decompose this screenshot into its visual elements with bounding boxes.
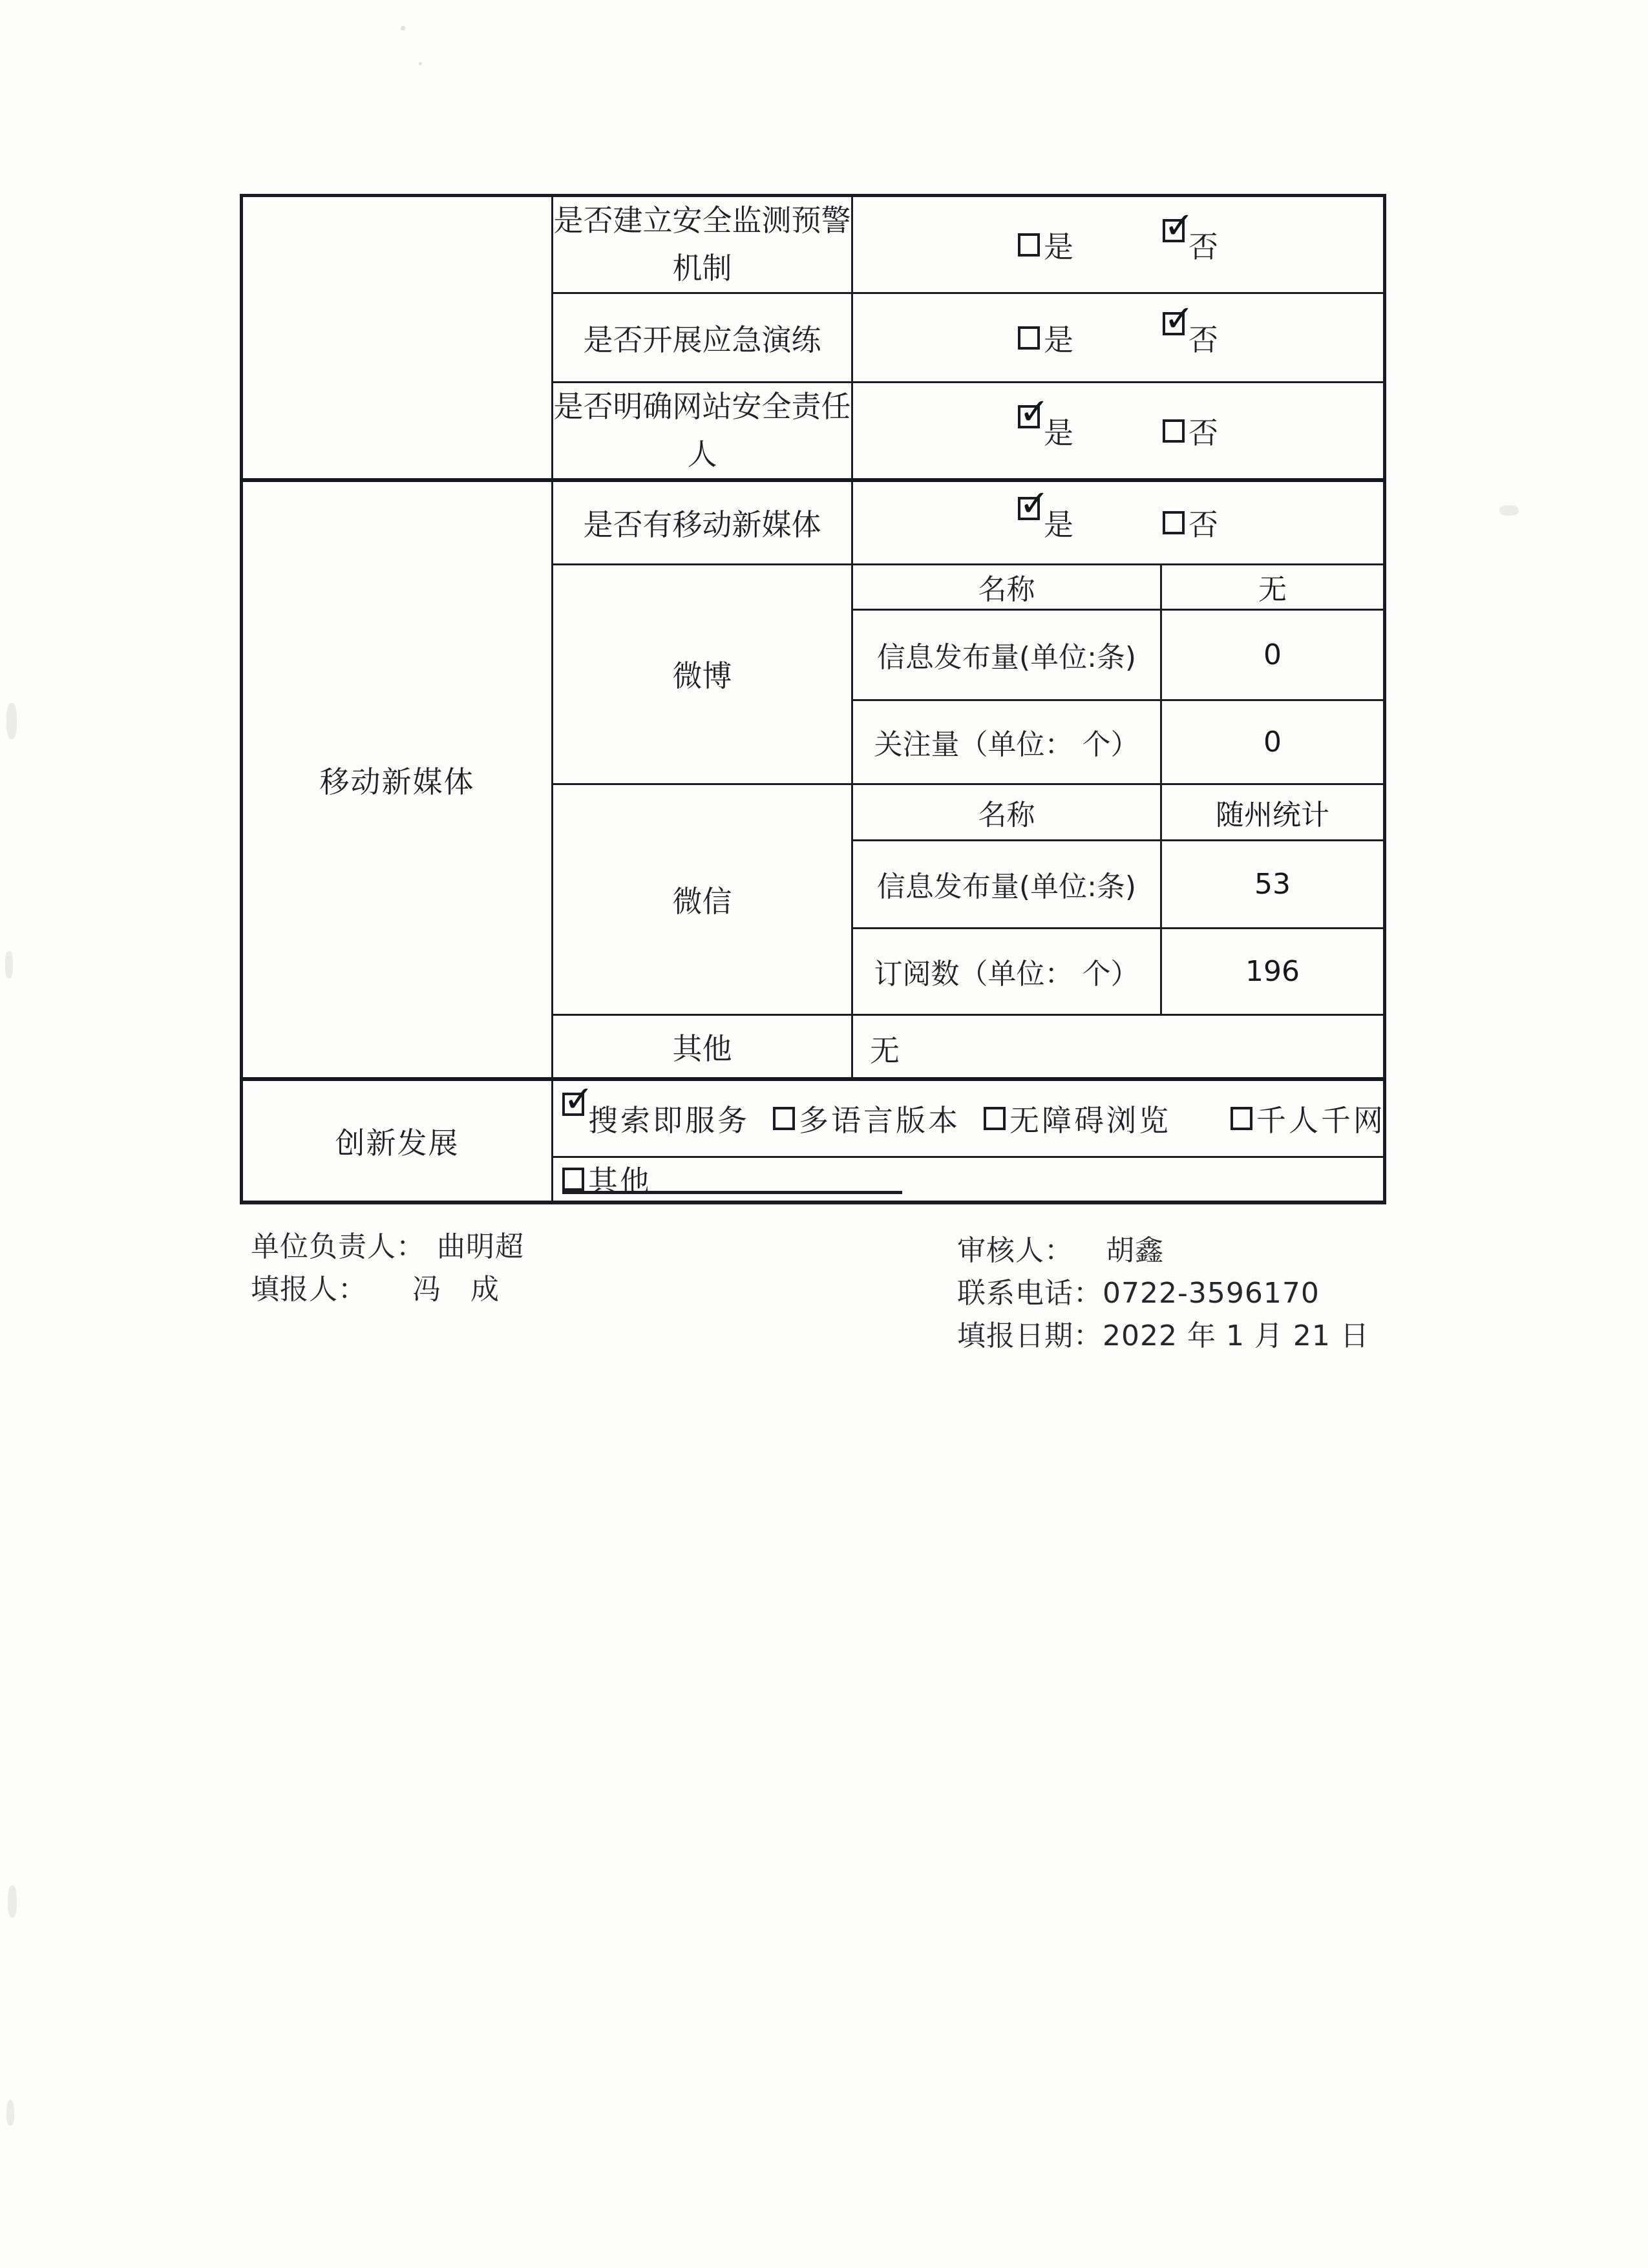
- option-yes: [1018, 224, 1073, 266]
- filler-value: 冯 成: [412, 1273, 500, 1306]
- checkbox-search-as-service-checked[interactable]: [562, 1093, 584, 1116]
- scan-smudge: [5, 951, 13, 978]
- option-personalized-web: [1231, 1097, 1386, 1140]
- innovation-options-cell: [553, 1079, 1385, 1157]
- option-search-as-service: [562, 1097, 750, 1140]
- scan-smudge: [6, 2100, 14, 2126]
- checkbox-multilingual-unchecked[interactable]: [773, 1107, 795, 1130]
- accessibility-label: 无障碍浏览: [1009, 1103, 1171, 1139]
- wechat-name-value: 随州统计: [1161, 784, 1385, 840]
- category-mobile-media: 移动新媒体: [242, 480, 553, 1079]
- option-accessibility: [984, 1097, 1171, 1140]
- scan-speck: [401, 26, 405, 30]
- weibo-posts-label: 信息发布量(单位:条): [852, 609, 1161, 700]
- weibo-label: 微博: [553, 564, 852, 784]
- reviewer-label: 审核人：: [957, 1234, 1073, 1267]
- checkbox-yes-unchecked[interactable]: [1018, 233, 1040, 257]
- question-has-mobile-media: 是否有移动新媒体: [553, 480, 852, 564]
- date-value: 2022 年 1 月 21 日: [1103, 1319, 1369, 1352]
- mobile-other-label: 其他: [553, 1014, 852, 1079]
- no-label: 否: [1188, 229, 1218, 264]
- option-multilingual: [773, 1097, 960, 1140]
- option-yes: [1018, 410, 1073, 452]
- wechat-subscribers-value: 196: [1161, 928, 1385, 1014]
- answer-security-monitoring: [852, 196, 1385, 293]
- option-no: [1163, 410, 1218, 452]
- mobile-other-value: 无: [870, 1033, 900, 1068]
- multilingual-label: 多语言版本: [799, 1103, 960, 1139]
- checkbox-yes-unchecked[interactable]: [1018, 326, 1040, 350]
- weibo-name-label: 名称: [852, 564, 1161, 609]
- footer-phone: [957, 1270, 1320, 1311]
- row-security-monitoring: [242, 196, 1385, 293]
- weibo-followers-label: 关注量（单位： 个）: [852, 700, 1161, 784]
- yes-label: 是: [1044, 322, 1073, 357]
- checkbox-no-checked[interactable]: [1163, 219, 1185, 242]
- answer-emergency-drill: [852, 293, 1385, 383]
- checkbox-no-unchecked[interactable]: [1163, 511, 1185, 534]
- checkbox-personalized-web-unchecked[interactable]: [1231, 1107, 1252, 1130]
- checkbox-yes-checked[interactable]: [1018, 497, 1040, 520]
- no-label: 否: [1188, 507, 1218, 543]
- unit-head-label: 单位负责人：: [251, 1230, 425, 1263]
- search-as-service-label: 搜索即服务: [588, 1103, 750, 1139]
- innovation-other-label: 其他: [588, 1163, 651, 1199]
- wechat-posts-value: 53: [1161, 840, 1385, 928]
- yes-label: 是: [1044, 507, 1073, 543]
- checkbox-yes-checked[interactable]: [1018, 405, 1040, 428]
- question-emergency-drill: 是否开展应急演练: [553, 293, 852, 383]
- wechat-label: 微信: [553, 784, 852, 1014]
- yes-label: 是: [1044, 229, 1073, 264]
- checkbox-no-unchecked[interactable]: [1163, 419, 1185, 443]
- innovation-other-cell: [553, 1157, 1385, 1202]
- answer-security-responsible: [852, 383, 1385, 481]
- answer-has-mobile-media: [852, 480, 1385, 564]
- question-security-responsible: 是否明确网站安全责任人: [553, 383, 852, 481]
- option-yes: [1018, 317, 1073, 359]
- scan-smudge: [6, 703, 17, 739]
- footer-reviewer: [957, 1227, 1164, 1268]
- reviewer-value: 胡鑫: [1106, 1234, 1164, 1267]
- option-yes: [1018, 501, 1073, 544]
- question-security-monitoring: 是否建立安全监测预警机制: [553, 196, 852, 293]
- footer-date: [957, 1312, 1369, 1354]
- checkbox-accessibility-unchecked[interactable]: [984, 1107, 1006, 1130]
- date-label: 填报日期：: [957, 1319, 1103, 1352]
- option-no: [1163, 224, 1218, 266]
- no-label: 否: [1188, 415, 1218, 450]
- wechat-name-label: 名称: [852, 784, 1161, 840]
- scan-smudge: [8, 1885, 17, 1918]
- footer-unit-head: [251, 1223, 524, 1265]
- row-innovation-options: [242, 1079, 1385, 1157]
- phone-label: 联系电话：: [957, 1277, 1103, 1310]
- mobile-other-value-cell: [852, 1014, 1385, 1079]
- footer-filler: [251, 1266, 500, 1307]
- option-no: [1163, 317, 1218, 359]
- weibo-posts-value: 0: [1161, 609, 1385, 700]
- weibo-name-value: 无: [1161, 564, 1385, 609]
- row-has-mobile-media: [242, 480, 1385, 564]
- scan-speck: [419, 62, 422, 65]
- yes-label: 是: [1044, 415, 1073, 450]
- filler-label: 填报人：: [251, 1273, 367, 1306]
- weibo-followers-value: 0: [1161, 700, 1385, 784]
- checkbox-no-checked[interactable]: [1163, 312, 1185, 335]
- category-cell-blank: [242, 196, 553, 481]
- personalized-web-label: 千人千网: [1256, 1103, 1386, 1139]
- option-no: [1163, 501, 1218, 544]
- report-table: [240, 194, 1386, 1204]
- unit-head-value: 曲明超: [437, 1230, 524, 1263]
- category-innovation: 创新发展: [242, 1079, 553, 1202]
- wechat-posts-label: 信息发布量(单位:条): [852, 840, 1161, 928]
- checkbox-innovation-other-unchecked[interactable]: [562, 1168, 584, 1191]
- wechat-subscribers-label: 订阅数（单位： 个）: [852, 928, 1161, 1014]
- scan-smudge: [1499, 505, 1519, 516]
- no-label: 否: [1188, 322, 1218, 357]
- phone-value: 0722-3596170: [1103, 1277, 1320, 1310]
